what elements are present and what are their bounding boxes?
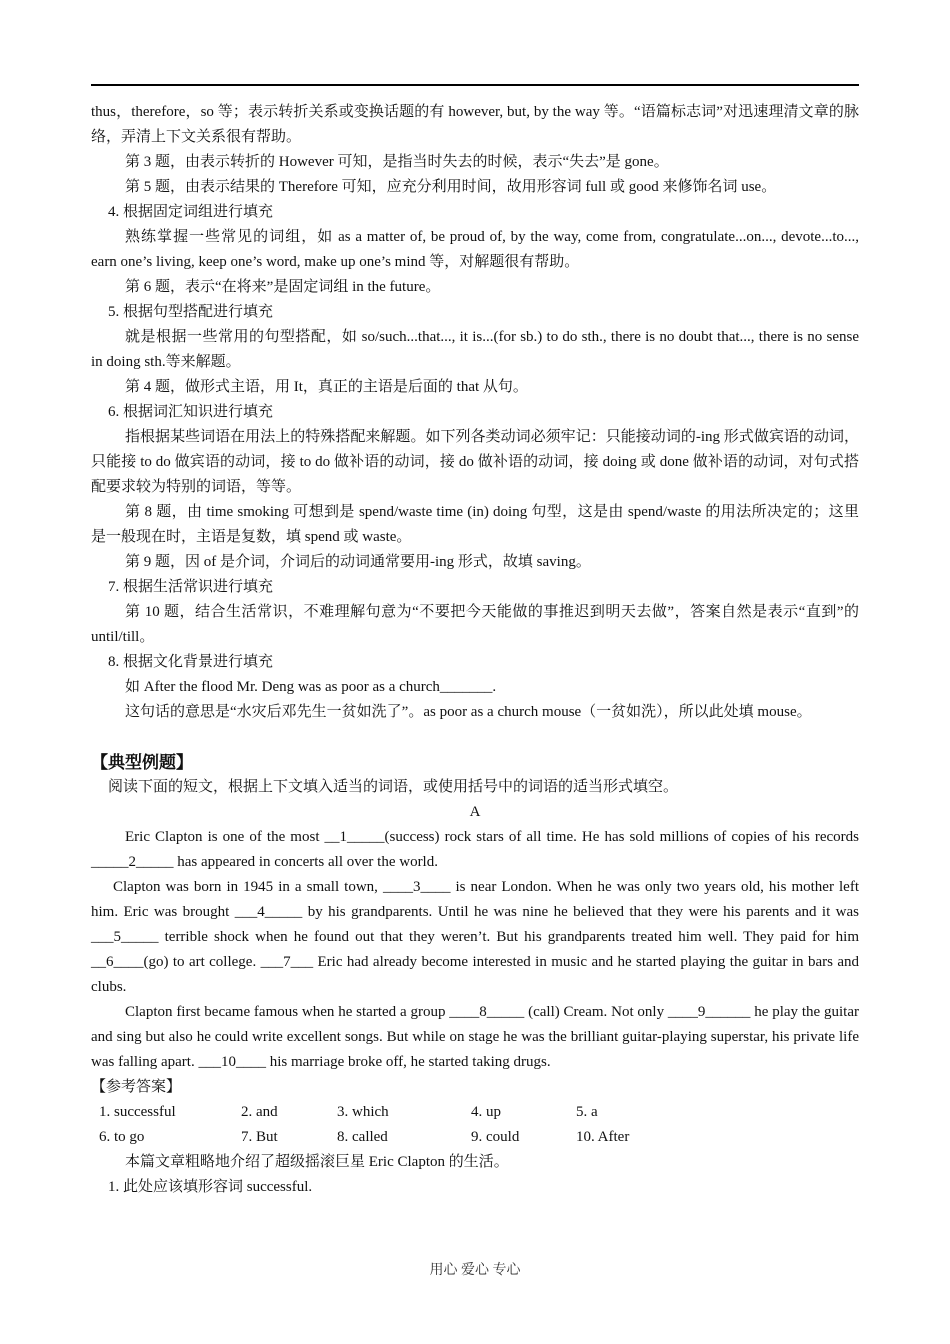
header-rule bbox=[91, 84, 859, 86]
paragraph: 指根据某些词语在用法上的特殊搭配来解题。如下列各类动词必须牢记：只能接动词的-ing 形式做宾语的动词，只能接 to do 做宾语的动词，接 to do 做补语的动词，接 do 做补语的动词，接 doing 或 done 做补语的动词，对句式搭配要求较为特别的词语，等等。 bbox=[91, 429, 859, 495]
answer-cell: 7. But bbox=[241, 1129, 278, 1145]
instruction: 阅读下面的短文，根据上下文填入适当的词语，或使用括号中的词语的适当形式填空。 bbox=[108, 779, 679, 795]
page-footer: 用心 爱心 专心 bbox=[429, 1263, 521, 1278]
section-heading: 7. 根据生活常识进行填充 bbox=[108, 579, 274, 595]
paragraph: 第 8 题，由 time smoking 可想到是 spend/waste time (in) doing 句型，这是由 spend/waste 的用法所决定的；这里是一般现在时，主语是复数，填 spend 或 waste。 bbox=[91, 504, 859, 545]
answer-cell: 1. successful bbox=[99, 1104, 176, 1120]
answer-cell: 2. and bbox=[241, 1104, 278, 1120]
paragraph: 第 6 题，表示“在将来”是固定词组 in the future。 bbox=[125, 279, 441, 295]
summary: 本篇文章粗略地介绍了超级摇滚巨星 Eric Clapton 的生活。 bbox=[125, 1154, 509, 1170]
section-heading: 8. 根据文化背景进行填充 bbox=[108, 654, 274, 670]
passage-paragraph: Eric Clapton is one of the most __1_____(success) rock stars of all time. He has sold millions of copies of his records _____2_____ has appeared in concerts all over the world. bbox=[91, 829, 859, 870]
example-heading: 【典型例题】 bbox=[91, 753, 193, 772]
paragraph: 熟练掌握一些常见的词组，如 as a matter of, be proud of, by the way, come from, congratulate...on..., devote...to..., earn one’s living, keep one’s word, make up one’s mind 等，对解题很有帮助。 bbox=[91, 229, 859, 270]
paragraph: thus，therefore，so 等；表示转折关系或变换话题的有 however, but, by the way 等。“语篇标志词”对迅速理清文章的脉络，弄清上下文关系很有帮助。 bbox=[91, 104, 859, 145]
answers-heading: 【参考答案】 bbox=[91, 1079, 182, 1095]
paragraph: 第 10 题，结合生活常识，不难理解句意为“不要把今天能做的事推迟到明天去做”，答案自然是表示“直到”的 until/till。 bbox=[91, 604, 859, 645]
answer-table bbox=[99, 1100, 629, 1150]
spacer bbox=[91, 725, 859, 750]
answer-cell: 4. up bbox=[471, 1104, 501, 1120]
answer-note: 1. 此处应该填形容词 successful. bbox=[108, 1179, 313, 1195]
answer-row bbox=[99, 1100, 629, 1125]
section-heading: 5. 根据句型搭配进行填充 bbox=[108, 304, 274, 320]
answer-cell: 8. called bbox=[337, 1129, 388, 1145]
document-body bbox=[91, 100, 859, 1200]
section-label: A bbox=[469, 804, 481, 820]
paragraph: 第 9 题，因 of 是介词，介词后的动词通常要用-ing 形式，故填 saving。 bbox=[125, 554, 591, 570]
paragraph: 第 5 题，由表示结果的 Therefore 可知，应充分利用时间，故用形容词 full 或 good 来修饰名词 use。 bbox=[125, 179, 777, 195]
passage-paragraph: Clapton was born in 1945 in a small town, ____3____ is near London. When he was only two years old, his mother left him. Eric was brought ___4_____ by his grandparents. Until he was nine he believed that they were his parents and it was ___5_____ terrible shock when he found out that they weren’t. But his grandparents treated him well. They paid for him __6____(go) to art college. ___7___ Eric had already become interested in music and he started playing the guitar in bars and clubs. bbox=[91, 879, 859, 995]
section-heading: 4. 根据固定词组进行填充 bbox=[108, 204, 274, 220]
paragraph: 这句话的意思是“水灾后邓先生一贫如洗了”。as poor as a church mouse（一贫如洗），所以此处填 mouse。 bbox=[125, 704, 812, 720]
answer-cell: 6. to go bbox=[99, 1129, 145, 1145]
answer-cell: 3. which bbox=[337, 1104, 389, 1120]
section-heading: 6. 根据词汇知识进行填充 bbox=[108, 404, 274, 420]
answer-cell: 10. After bbox=[576, 1129, 630, 1145]
paragraph: 就是根据一些常用的句型搭配，如 so/such...that..., it is...(for sb.) to do sth., there is no doubt that..., there is no sense in doing sth.等来解题。 bbox=[91, 329, 859, 370]
passage-paragraph: Clapton first became famous when he started a group ____8_____ (call) Cream. Not only ____9______ he play the guitar and sing but also he could write excellent songs. But while on stage he was the brilliant guitar-playing superstar, his private life was falling apart. ___10____ his marriage broke off, he started taking drugs. bbox=[91, 1004, 859, 1070]
answer-cell: 5. a bbox=[576, 1104, 598, 1120]
paragraph: 如 After the flood Mr. Deng was as poor as a church_______. bbox=[125, 679, 497, 695]
answer-cell: 9. could bbox=[471, 1129, 520, 1145]
answer-row bbox=[99, 1125, 629, 1150]
paragraph: 第 3 题，由表示转折的 However 可知，是指当时失去的时候，表示“失去”是 gone。 bbox=[125, 154, 669, 170]
paragraph: 第 4 题，做形式主语，用 It，真正的主语是后面的 that 从句。 bbox=[125, 379, 528, 395]
